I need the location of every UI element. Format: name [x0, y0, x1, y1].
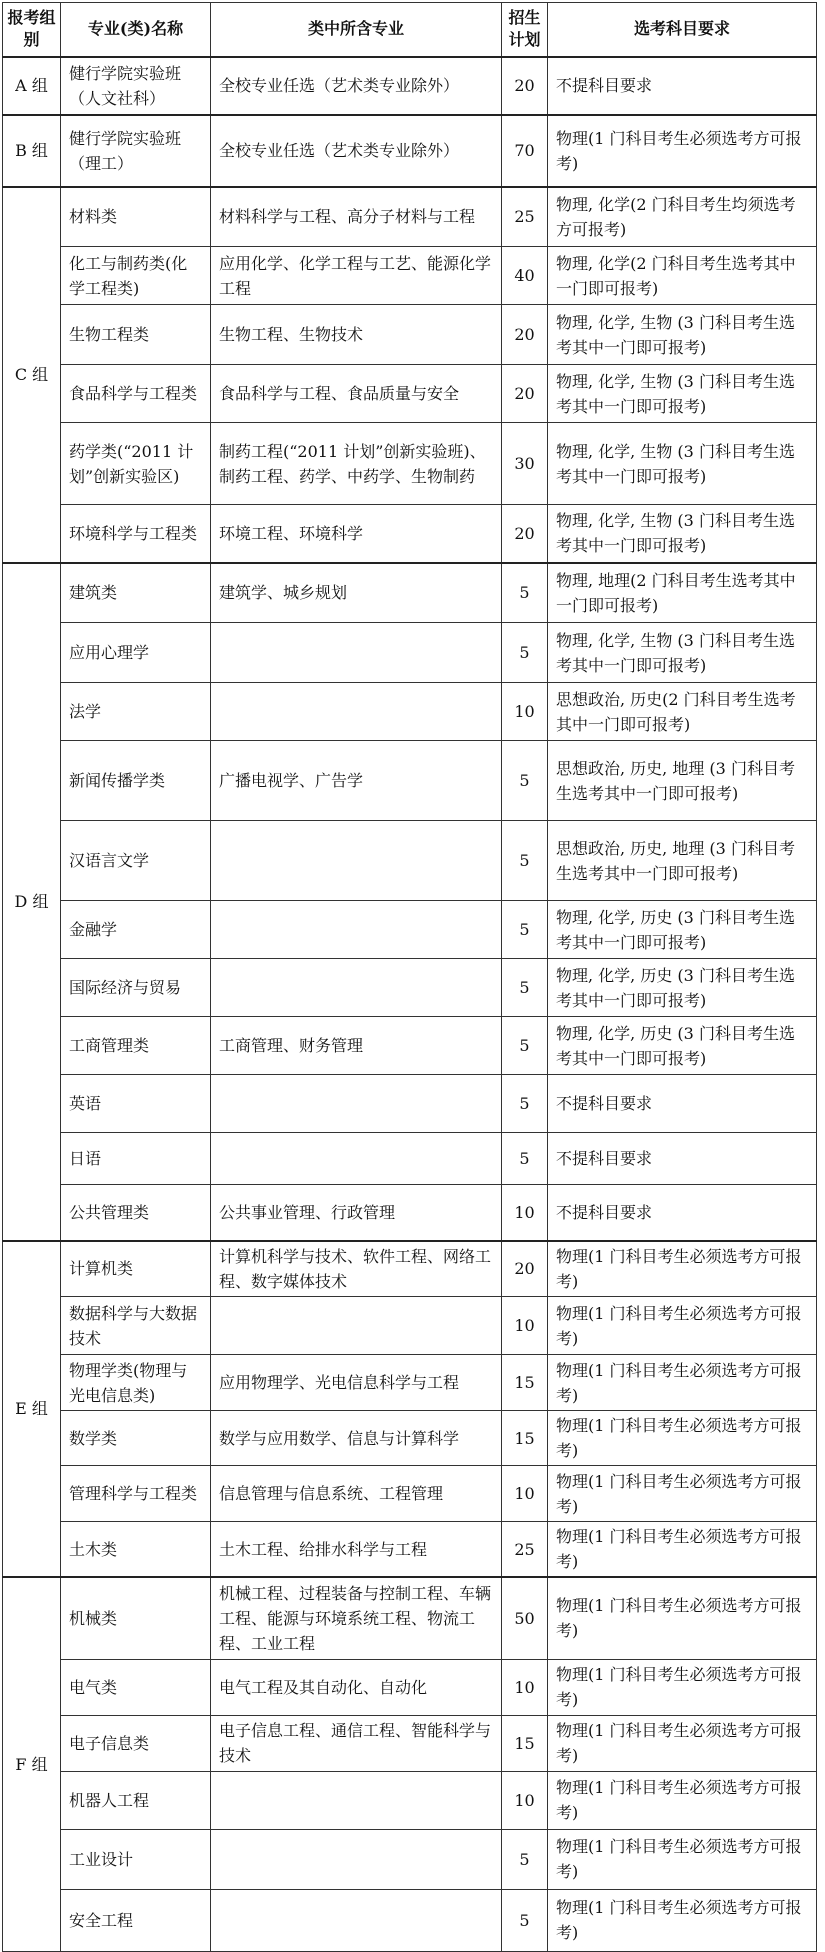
- sub-majors-cell: 广播电视学、广告学: [211, 741, 502, 821]
- sub-majors-cell: 机械工程、过程装备与控制工程、车辆工程、能源与环境系统工程、物流工程、工业工程: [211, 1577, 502, 1659]
- quota-cell: 20: [502, 305, 548, 365]
- quota-cell: 5: [502, 741, 548, 821]
- table-row: [3, 365, 817, 423]
- table-row: [3, 1715, 817, 1771]
- requirement-cell: 物理, 化学, 生物 (3 门科目考生选考其中一门即可报考): [548, 305, 817, 365]
- quota-cell: 10: [502, 1185, 548, 1241]
- requirement-cell: 物理, 化学, 历史 (3 门科目考生选考其中一门即可报考): [548, 959, 817, 1017]
- group-section: [3, 1577, 817, 1951]
- sub-majors-cell: 电气工程及其自动化、自动化: [211, 1659, 502, 1715]
- requirement-cell: 物理(1 门科目考生必须选考方可报考): [548, 1771, 817, 1829]
- requirement-cell: 物理, 化学, 历史 (3 门科目考生选考其中一门即可报考): [548, 901, 817, 959]
- table-row: [3, 683, 817, 741]
- sub-majors-cell: 环境工程、环境科学: [211, 505, 502, 563]
- major-name-cell: 健行学院实验班（人文社科）: [61, 57, 211, 115]
- quota-cell: 5: [502, 623, 548, 683]
- major-name-cell: 安全工程: [61, 1889, 211, 1951]
- requirement-cell: 不提科目要求: [548, 1185, 817, 1241]
- sub-majors-cell: 电子信息工程、通信工程、智能科学与技术: [211, 1715, 502, 1771]
- requirement-cell: 物理(1 门科目考生必须选考方可报考): [548, 1715, 817, 1771]
- sub-majors-cell: 材料科学与工程、高分子材料与工程: [211, 187, 502, 247]
- requirement-cell: 物理, 化学, 生物 (3 门科目考生选考其中一门即可报考): [548, 365, 817, 423]
- table-row: [3, 1133, 817, 1185]
- table-row: [3, 115, 817, 187]
- sub-majors-cell: [211, 821, 502, 901]
- table-row: [3, 623, 817, 683]
- quota-cell: 10: [502, 683, 548, 741]
- header-group: 报考组别: [3, 3, 61, 57]
- requirement-cell: 不提科目要求: [548, 1133, 817, 1185]
- quota-cell: 10: [502, 1297, 548, 1355]
- table-row: [3, 1771, 817, 1829]
- quota-cell: 50: [502, 1577, 548, 1659]
- requirement-cell: 物理(1 门科目考生必须选考方可报考): [548, 115, 817, 187]
- requirement-cell: 物理(1 门科目考生必须选考方可报考): [548, 1411, 817, 1466]
- major-name-cell: 土木类: [61, 1522, 211, 1578]
- group-label: C 组: [3, 187, 61, 563]
- table-row: [3, 1355, 817, 1411]
- quota-cell: 10: [502, 1659, 548, 1715]
- quota-cell: 15: [502, 1355, 548, 1411]
- requirement-cell: 物理(1 门科目考生必须选考方可报考): [548, 1522, 817, 1578]
- header-row: [3, 3, 817, 57]
- sub-majors-cell: 全校专业任选（艺术类专业除外）: [211, 57, 502, 115]
- requirement-cell: 不提科目要求: [548, 57, 817, 115]
- major-name-cell: 数据科学与大数据技术: [61, 1297, 211, 1355]
- major-name-cell: 机械类: [61, 1577, 211, 1659]
- requirement-cell: 物理(1 门科目考生必须选考方可报考): [548, 1355, 817, 1411]
- requirement-cell: 物理(1 门科目考生必须选考方可报考): [548, 1577, 817, 1659]
- table-row: [3, 821, 817, 901]
- major-name-cell: 建筑类: [61, 563, 211, 623]
- group-label: E 组: [3, 1241, 61, 1578]
- group-section: [3, 187, 817, 563]
- major-name-cell: 计算机类: [61, 1241, 211, 1297]
- requirement-cell: 物理, 地理(2 门科目考生选考其中一门即可报考): [548, 563, 817, 623]
- table-row: [3, 505, 817, 563]
- requirement-cell: 物理(1 门科目考生必须选考方可报考): [548, 1241, 817, 1297]
- major-name-cell: 国际经济与贸易: [61, 959, 211, 1017]
- table-row: [3, 305, 817, 365]
- table-row: [3, 1017, 817, 1075]
- quota-cell: 5: [502, 563, 548, 623]
- sub-majors-cell: [211, 1075, 502, 1133]
- major-name-cell: 物理学类(物理与光电信息类): [61, 1355, 211, 1411]
- requirement-cell: 物理, 化学(2 门科目考生选考其中一门即可报考): [548, 247, 817, 305]
- table-row: [3, 563, 817, 623]
- sub-majors-cell: 食品科学与工程、食品质量与安全: [211, 365, 502, 423]
- group-section: [3, 1241, 817, 1578]
- header-sub-majors: 类中所含专业: [211, 3, 502, 57]
- requirement-cell: 物理(1 门科目考生必须选考方可报考): [548, 1829, 817, 1889]
- table-row: [3, 1466, 817, 1522]
- sub-majors-cell: [211, 1829, 502, 1889]
- table-row: [3, 741, 817, 821]
- major-name-cell: 管理科学与工程类: [61, 1466, 211, 1522]
- requirement-cell: 物理(1 门科目考生必须选考方可报考): [548, 1659, 817, 1715]
- major-name-cell: 健行学院实验班（理工）: [61, 115, 211, 187]
- quota-cell: 20: [502, 505, 548, 563]
- requirement-cell: 物理(1 门科目考生必须选考方可报考): [548, 1297, 817, 1355]
- major-name-cell: 材料类: [61, 187, 211, 247]
- major-name-cell: 药学类(“2011 计划”创新实验区): [61, 423, 211, 505]
- sub-majors-cell: 土木工程、给排水科学与工程: [211, 1522, 502, 1578]
- table-row: [3, 959, 817, 1017]
- group-section: [3, 57, 817, 115]
- quota-cell: 5: [502, 901, 548, 959]
- group-label: A 组: [3, 57, 61, 115]
- table-row: [3, 1241, 817, 1297]
- quota-cell: 5: [502, 1133, 548, 1185]
- major-name-cell: 新闻传播学类: [61, 741, 211, 821]
- table-row: [3, 1889, 817, 1951]
- quota-cell: 5: [502, 1829, 548, 1889]
- sub-majors-cell: 生物工程、生物技术: [211, 305, 502, 365]
- major-name-cell: 金融学: [61, 901, 211, 959]
- sub-majors-cell: 信息管理与信息系统、工程管理: [211, 1466, 502, 1522]
- table-row: [3, 1659, 817, 1715]
- table-row: [3, 901, 817, 959]
- header-quota: 招生计划: [502, 3, 548, 57]
- major-name-cell: 法学: [61, 683, 211, 741]
- major-name-cell: 工商管理类: [61, 1017, 211, 1075]
- requirement-cell: 思想政治, 历史, 地理 (3 门科目考生选考其中一门即可报考): [548, 821, 817, 901]
- header-major-name: 专业(类)名称: [61, 3, 211, 57]
- sub-majors-cell: 建筑学、城乡规划: [211, 563, 502, 623]
- sub-majors-cell: 计算机科学与技术、软件工程、网络工程、数字媒体技术: [211, 1241, 502, 1297]
- group-section: [3, 115, 817, 187]
- major-name-cell: 电子信息类: [61, 1715, 211, 1771]
- header-requirement: 选考科目要求: [548, 3, 817, 57]
- requirement-cell: 物理, 化学, 生物 (3 门科目考生选考其中一门即可报考): [548, 623, 817, 683]
- table-row: [3, 1829, 817, 1889]
- major-name-cell: 机器人工程: [61, 1771, 211, 1829]
- quota-cell: 30: [502, 423, 548, 505]
- enrollment-table: [2, 2, 817, 1952]
- quota-cell: 25: [502, 187, 548, 247]
- major-name-cell: 英语: [61, 1075, 211, 1133]
- major-name-cell: 汉语言文学: [61, 821, 211, 901]
- quota-cell: 5: [502, 1889, 548, 1951]
- requirement-cell: 物理(1 门科目考生必须选考方可报考): [548, 1889, 817, 1951]
- quota-cell: 10: [502, 1771, 548, 1829]
- table-row: [3, 1075, 817, 1133]
- major-name-cell: 日语: [61, 1133, 211, 1185]
- sub-majors-cell: [211, 1771, 502, 1829]
- group-label: D 组: [3, 563, 61, 1241]
- quota-cell: 20: [502, 365, 548, 423]
- quota-cell: 20: [502, 1241, 548, 1297]
- major-name-cell: 化工与制药类(化学工程类): [61, 247, 211, 305]
- table-row: [3, 423, 817, 505]
- sub-majors-cell: 公共事业管理、行政管理: [211, 1185, 502, 1241]
- requirement-cell: 物理, 化学, 生物 (3 门科目考生选考其中一门即可报考): [548, 505, 817, 563]
- sub-majors-cell: 应用物理学、光电信息科学与工程: [211, 1355, 502, 1411]
- table-row: [3, 187, 817, 247]
- requirement-cell: 思想政治, 历史, 地理 (3 门科目考生选考其中一门即可报考): [548, 741, 817, 821]
- group-label: F 组: [3, 1577, 61, 1951]
- requirement-cell: 物理, 化学, 生物 (3 门科目考生选考其中一门即可报考): [548, 423, 817, 505]
- quota-cell: 15: [502, 1715, 548, 1771]
- requirement-cell: 物理(1 门科目考生必须选考方可报考): [548, 1466, 817, 1522]
- sub-majors-cell: [211, 623, 502, 683]
- sub-majors-cell: [211, 1133, 502, 1185]
- table-row: [3, 1522, 817, 1578]
- major-name-cell: 生物工程类: [61, 305, 211, 365]
- major-name-cell: 数学类: [61, 1411, 211, 1466]
- quota-cell: 25: [502, 1522, 548, 1578]
- sub-majors-cell: 应用化学、化学工程与工艺、能源化学工程: [211, 247, 502, 305]
- major-name-cell: 食品科学与工程类: [61, 365, 211, 423]
- group-label: B 组: [3, 115, 61, 187]
- major-name-cell: 环境科学与工程类: [61, 505, 211, 563]
- requirement-cell: 物理, 化学, 历史 (3 门科目考生选考其中一门即可报考): [548, 1017, 817, 1075]
- sub-majors-cell: [211, 1297, 502, 1355]
- sub-majors-cell: [211, 1889, 502, 1951]
- quota-cell: 5: [502, 1075, 548, 1133]
- sub-majors-cell: 工商管理、财务管理: [211, 1017, 502, 1075]
- table-row: [3, 247, 817, 305]
- major-name-cell: 公共管理类: [61, 1185, 211, 1241]
- group-section: [3, 563, 817, 1241]
- major-name-cell: 应用心理学: [61, 623, 211, 683]
- quota-cell: 40: [502, 247, 548, 305]
- quota-cell: 70: [502, 115, 548, 187]
- table-row: [3, 1297, 817, 1355]
- sub-majors-cell: [211, 901, 502, 959]
- sub-majors-cell: 制药工程(“2011 计划”创新实验班)、制药工程、药学、中药学、生物制药: [211, 423, 502, 505]
- sub-majors-cell: [211, 683, 502, 741]
- sub-majors-cell: 数学与应用数学、信息与计算科学: [211, 1411, 502, 1466]
- table-row: [3, 1411, 817, 1466]
- major-name-cell: 工业设计: [61, 1829, 211, 1889]
- table-row: [3, 57, 817, 115]
- major-name-cell: 电气类: [61, 1659, 211, 1715]
- quota-cell: 20: [502, 57, 548, 115]
- quota-cell: 5: [502, 1017, 548, 1075]
- sub-majors-cell: [211, 959, 502, 1017]
- table-row: [3, 1185, 817, 1241]
- sub-majors-cell: 全校专业任选（艺术类专业除外）: [211, 115, 502, 187]
- quota-cell: 5: [502, 959, 548, 1017]
- requirement-cell: 思想政治, 历史(2 门科目考生选考其中一门即可报考): [548, 683, 817, 741]
- quota-cell: 15: [502, 1411, 548, 1466]
- quota-cell: 10: [502, 1466, 548, 1522]
- requirement-cell: 物理, 化学(2 门科目考生均须选考方可报考): [548, 187, 817, 247]
- table-row: [3, 1577, 817, 1659]
- quota-cell: 5: [502, 821, 548, 901]
- requirement-cell: 不提科目要求: [548, 1075, 817, 1133]
